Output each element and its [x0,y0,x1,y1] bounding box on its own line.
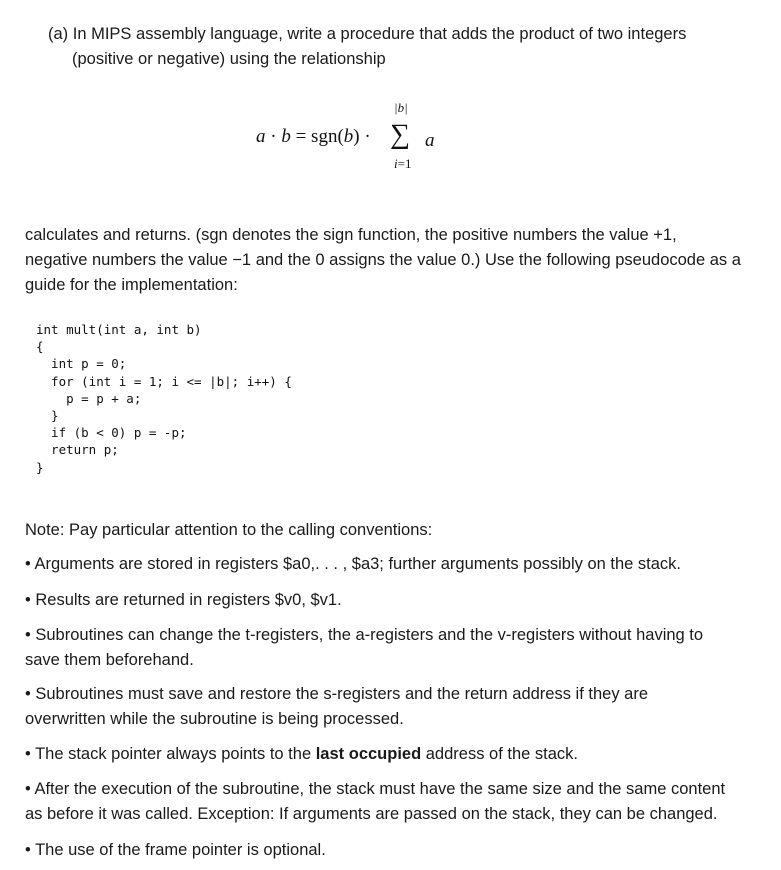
note-results: • Results are returned in registers $v0, $v1. [25,591,342,609]
calc-line-1: calculates and returns. (sgn denotes the sign function, the positive numbers the value +1, [25,226,677,244]
note-frame-pointer: • The use of the frame pointer is optional. [25,841,326,859]
product-formula [0,96,781,186]
code-line: if (b < 0) p = -p; [36,425,187,441]
code-line: { [36,339,44,355]
code-line: p = p + a; [36,390,142,406]
sum-symbol: ∑ [390,119,410,150]
sum-upper-limit: |b| [394,100,408,115]
note-stack-restore-line-1: • After the execution of the subroutine, the stack must have the same size and the same content [25,780,726,798]
formula-sgn-close: ) [353,126,360,147]
formula-dot-1: · [270,126,277,147]
code-line: for (int i = 1; i <= |b|; i++) { [36,373,292,389]
note-stack-restore-line-2: as before it was called. Exception: If arguments are passed on the stack, they can be changed. [25,805,718,823]
formula-sgn: sgn( [311,126,344,147]
calc-line-3: guide for the implementation: [25,276,238,294]
pseudocode-block [36,321,292,476]
note-subroutine-registers-line-1: • Subroutines can change the t-registers, the a-registers and the v-registers without having to [25,626,704,644]
sum-lower-var: i [394,156,398,171]
question-line-2: (positive or negative) using the relationship [72,50,386,68]
notes-title: Note: Pay particular attention to the calling conventions: [25,521,433,539]
code-line: } [36,459,44,475]
note-subroutine-registers-line-2: save them beforehand. [25,651,194,669]
sum-lower-eq: =1 [397,156,412,171]
note-stack-pointer [25,742,578,767]
calc-line-2: negative numbers the value −1 and the 0 assigns the value 0.) Use the following pseudocode as a [25,251,741,269]
sum-lower-limit [394,156,411,172]
sum-summand: a [425,130,435,151]
formula-lhs-a: a [256,126,266,147]
note-save-restore [25,682,648,732]
formula-sgn-b: b [343,126,354,147]
note-save-restore-line-1: • Subroutines must save and restore the s-registers and the return address if they are [25,685,649,703]
code-line: } [36,408,59,424]
code-line: int p = 0; [36,356,127,372]
formula-lhs [256,126,371,148]
formula-equals: = [295,126,307,147]
note-stack-pointer-pre: • The stack pointer always points to the [25,745,316,763]
note-save-restore-line-2: overwritten while the subroutine is being processed. [25,710,404,728]
note-subroutine-registers [25,623,703,673]
note-arguments: • Arguments are stored in registers $a0,. . . , $a3; further arguments possibly on the stack. [25,555,682,573]
question-line-1: (a) In MIPS assembly language, write a procedure that adds the product of two integers [48,25,687,43]
code-line: int mult(int a, int b) [36,322,202,337]
note-stack-restore [25,777,725,827]
calc-paragraph [25,223,741,298]
formula-dot-2: · [364,126,371,147]
formula-lhs-b: b [281,126,291,147]
code-line: return p; [36,442,119,458]
note-stack-pointer-post: address of the stack. [421,745,579,763]
note-stack-pointer-bold: last occupied [315,745,422,763]
